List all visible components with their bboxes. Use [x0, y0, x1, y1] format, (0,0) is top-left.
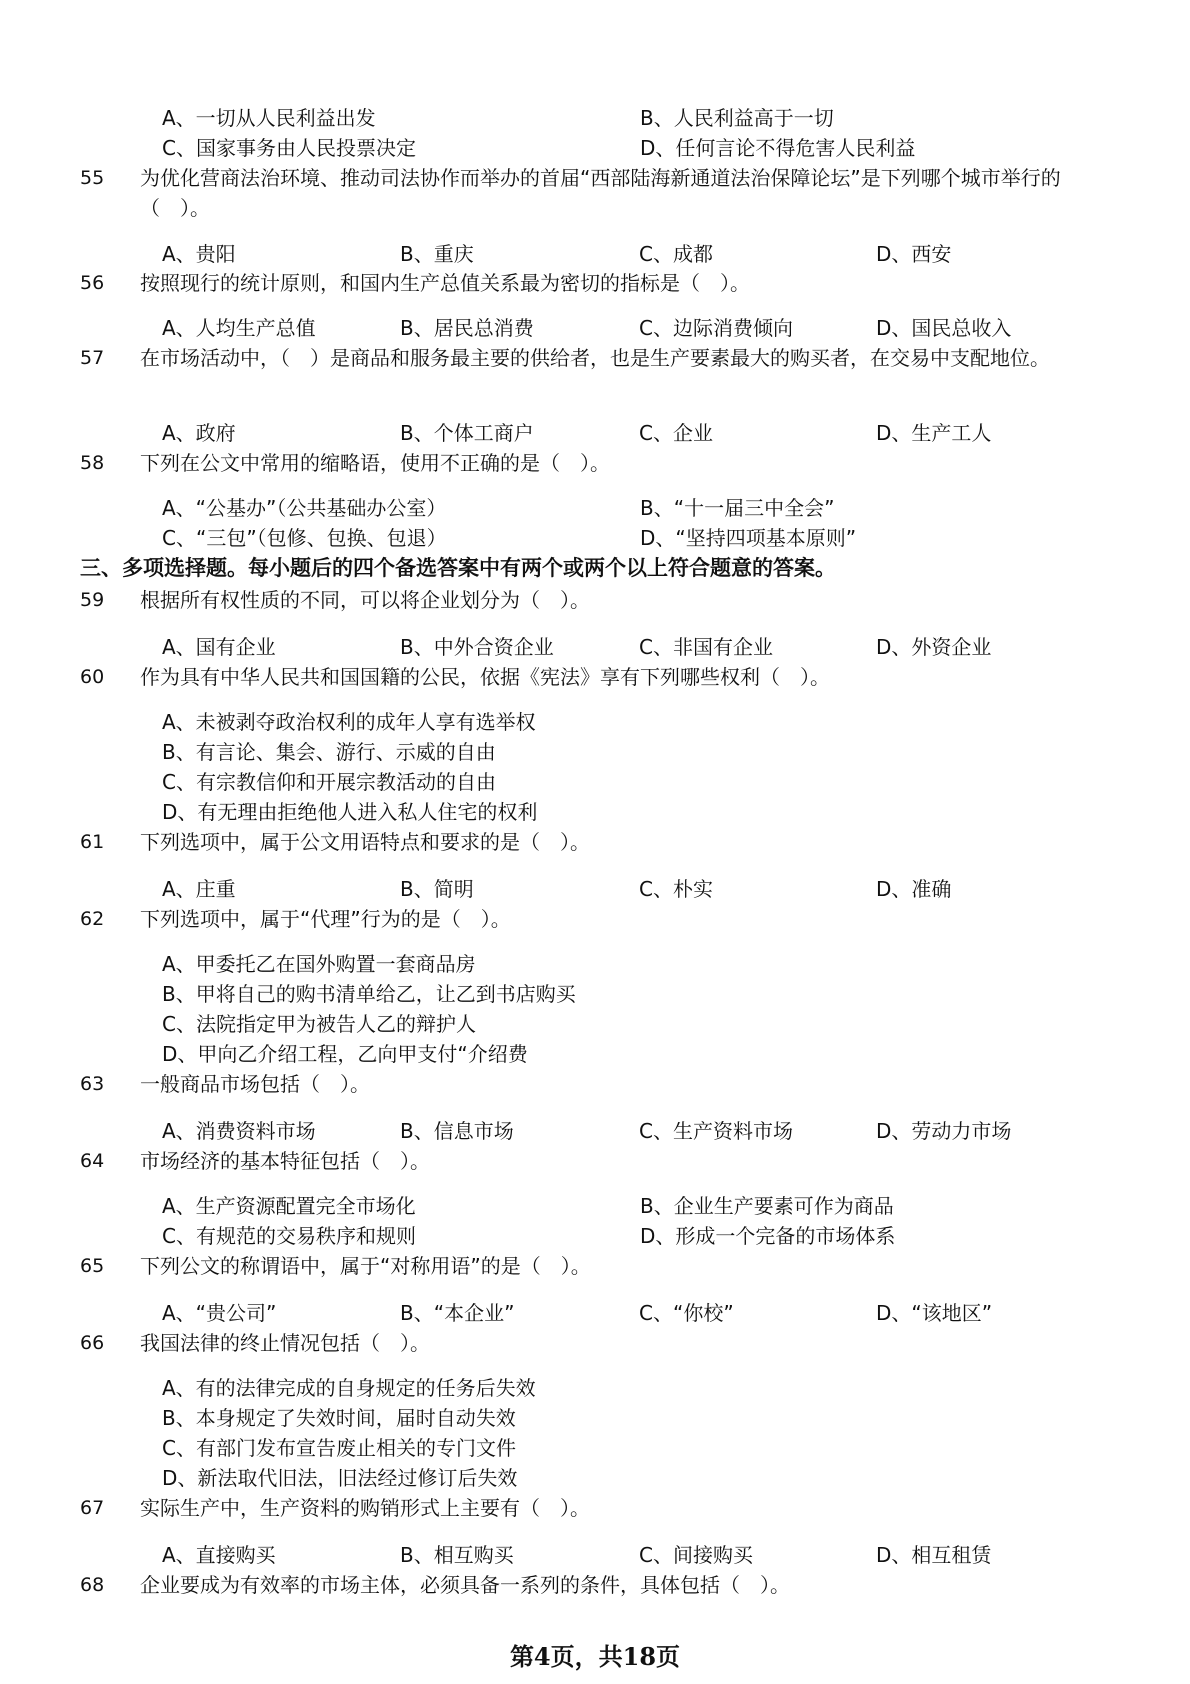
q66-option-a: A、有的法律完成的自身规定的任务后失效 — [162, 1376, 536, 1400]
q62-number: 62 — [80, 908, 105, 930]
q60-option-c: C、有宗教信仰和开展宗教活动的自由 — [162, 770, 496, 794]
q64-option-a: A、生产资源配置完全市场化 — [162, 1194, 416, 1218]
q58-option-c: C、“三包”（包修、包换、包退） — [162, 526, 447, 550]
q59-option-c: C、非国有企业 — [639, 635, 773, 659]
q64-number: 64 — [80, 1150, 105, 1172]
q66-option-d: D、新法取代旧法，旧法经过修订后失效 — [162, 1466, 518, 1490]
q54-option-c: C、国家事务由人民投票决定 — [162, 136, 416, 160]
q61-option-b: B、简明 — [400, 877, 474, 901]
q67-number: 67 — [80, 1497, 105, 1519]
q63-number: 63 — [80, 1073, 105, 1095]
q68-stem: 企业要成为有效率的市场主体，必须具备一系列的条件，具体包括（ ）。 — [140, 1573, 790, 1597]
q66-stem: 我国法律的终止情况包括（ ）。 — [140, 1331, 430, 1355]
q60-option-d: D、有无理由拒绝他人进入私人住宅的权利 — [162, 800, 538, 824]
q65-option-c: C、“你校” — [639, 1301, 734, 1325]
q60-option-b: B、有言论、集会、游行、示威的自由 — [162, 740, 496, 764]
q55-option-b: B、重庆 — [400, 242, 474, 266]
q62-option-d: D、甲向乙介绍工程，乙向甲支付“介绍费 — [162, 1042, 528, 1066]
q65-option-b: B、“本企业” — [400, 1301, 515, 1325]
q67-option-a: A、直接购买 — [162, 1543, 276, 1567]
q63-option-b: B、信息市场 — [400, 1119, 514, 1143]
q62-option-c: C、法院指定甲为被告人乙的辩护人 — [162, 1012, 476, 1036]
q57-option-c: C、企业 — [639, 421, 713, 445]
q62-option-b: B、甲将自己的购书清单给乙，让乙到书店购买 — [162, 982, 576, 1006]
q64-stem: 市场经济的基本特征包括（ ）。 — [140, 1149, 430, 1173]
q63-option-c: C、生产资料市场 — [639, 1119, 793, 1143]
q66-number: 66 — [80, 1332, 105, 1354]
q58-option-b: B、“十一届三中全会” — [640, 496, 835, 520]
q55-option-c: C、成都 — [639, 242, 713, 266]
q62-stem: 下列选项中，属于“代理”行为的是（ ）。 — [140, 907, 511, 931]
q55-number: 55 — [80, 167, 105, 189]
q65-stem: 下列公文的称谓语中，属于“对称用语”的是（ ）。 — [140, 1254, 591, 1278]
q58-option-d: D、“坚持四项基本原则” — [640, 526, 857, 550]
q60-number: 60 — [80, 666, 105, 688]
q61-option-c: C、朴实 — [639, 877, 713, 901]
q54-option-a: A、一切从人民利益出发 — [162, 106, 376, 130]
q60-option-a: A、未被剥夺政治权利的成年人享有选举权 — [162, 710, 536, 734]
q65-option-d: D、“该地区” — [876, 1301, 993, 1325]
q57-option-b: B、个体工商户 — [400, 421, 534, 445]
q58-option-a: A、“公基办”（公共基础办公室） — [162, 496, 447, 520]
q56-stem: 按照现行的统计原则，和国内生产总值关系最为密切的指标是（ ）。 — [140, 271, 750, 295]
q61-stem: 下列选项中，属于公文用语特点和要求的是（ ）。 — [140, 830, 590, 854]
q57-stem: 在市场活动中，（ ）是商品和服务最主要的供给者，也是生产要素最大的购买者，在交易中支配地位。 — [140, 346, 1050, 370]
q58-number: 58 — [80, 452, 105, 474]
q59-number: 59 — [80, 589, 105, 611]
q61-option-a: A、庄重 — [162, 877, 236, 901]
q61-number: 61 — [80, 831, 105, 853]
q65-option-a: A、“贵公司” — [162, 1301, 277, 1325]
q66-option-c: C、有部门发布宣告废止相关的专门文件 — [162, 1436, 516, 1460]
q56-option-a: A、人均生产总值 — [162, 316, 316, 340]
q59-option-d: D、外资企业 — [876, 635, 992, 659]
q65-number: 65 — [80, 1255, 105, 1277]
q61-option-d: D、准确 — [876, 877, 952, 901]
q59-stem: 根据所有权性质的不同，可以将企业划分为（ ）。 — [140, 588, 590, 612]
q55-option-d: D、西安 — [876, 242, 952, 266]
q54-option-b: B、人民利益高于一切 — [640, 106, 834, 130]
q64-option-b: B、企业生产要素可作为商品 — [640, 1194, 894, 1218]
q58-stem: 下列在公文中常用的缩略语，使用不正确的是（ ）。 — [140, 451, 610, 475]
q63-option-a: A、消费资料市场 — [162, 1119, 316, 1143]
q63-option-d: D、劳动力市场 — [876, 1119, 1012, 1143]
q62-option-a: A、甲委托乙在国外购置一套商品房 — [162, 952, 476, 976]
q57-number: 57 — [80, 347, 105, 369]
q67-option-b: B、相互购买 — [400, 1543, 514, 1567]
q67-stem: 实际生产中，生产资料的购销形式上主要有（ ）。 — [140, 1496, 590, 1520]
q56-option-d: D、国民总收入 — [876, 316, 1012, 340]
q59-option-a: A、国有企业 — [162, 635, 276, 659]
q57-option-a: A、政府 — [162, 421, 236, 445]
q60-stem: 作为具有中华人民共和国国籍的公民，依据《宪法》享有下列哪些权利（ ）。 — [140, 665, 830, 689]
q56-option-b: B、居民总消费 — [400, 316, 534, 340]
q54-option-d: D、任何言论不得危害人民利益 — [640, 136, 916, 160]
q55-stem: 为优化营商法治环境、推动司法协作而举办的首届“西部陆海新通道法治保障论坛”是下列哪个城市举行的（ ）。 — [140, 166, 1061, 220]
section-heading: 三、多项选择题。每小题后的四个备选答案中有两个或两个以上符合题意的答案。 — [80, 556, 836, 580]
q55-option-a: A、贵阳 — [162, 242, 236, 266]
q67-option-c: C、间接购买 — [639, 1543, 753, 1567]
q66-option-b: B、本身规定了失效时间，届时自动失效 — [162, 1406, 516, 1430]
q64-option-d: D、形成一个完备的市场体系 — [640, 1224, 896, 1248]
q64-option-c: C、有规范的交易秩序和规则 — [162, 1224, 416, 1248]
q63-stem: 一般商品市场包括（ ）。 — [140, 1072, 370, 1096]
page-footer: 第4页，共18页 — [509, 1642, 681, 1671]
q67-option-d: D、相互租赁 — [876, 1543, 992, 1567]
q56-number: 56 — [80, 272, 105, 294]
q68-number: 68 — [80, 1574, 105, 1596]
q57-option-d: D、生产工人 — [876, 421, 992, 445]
q59-option-b: B、中外合资企业 — [400, 635, 554, 659]
q56-option-c: C、边际消费倾向 — [639, 316, 793, 340]
